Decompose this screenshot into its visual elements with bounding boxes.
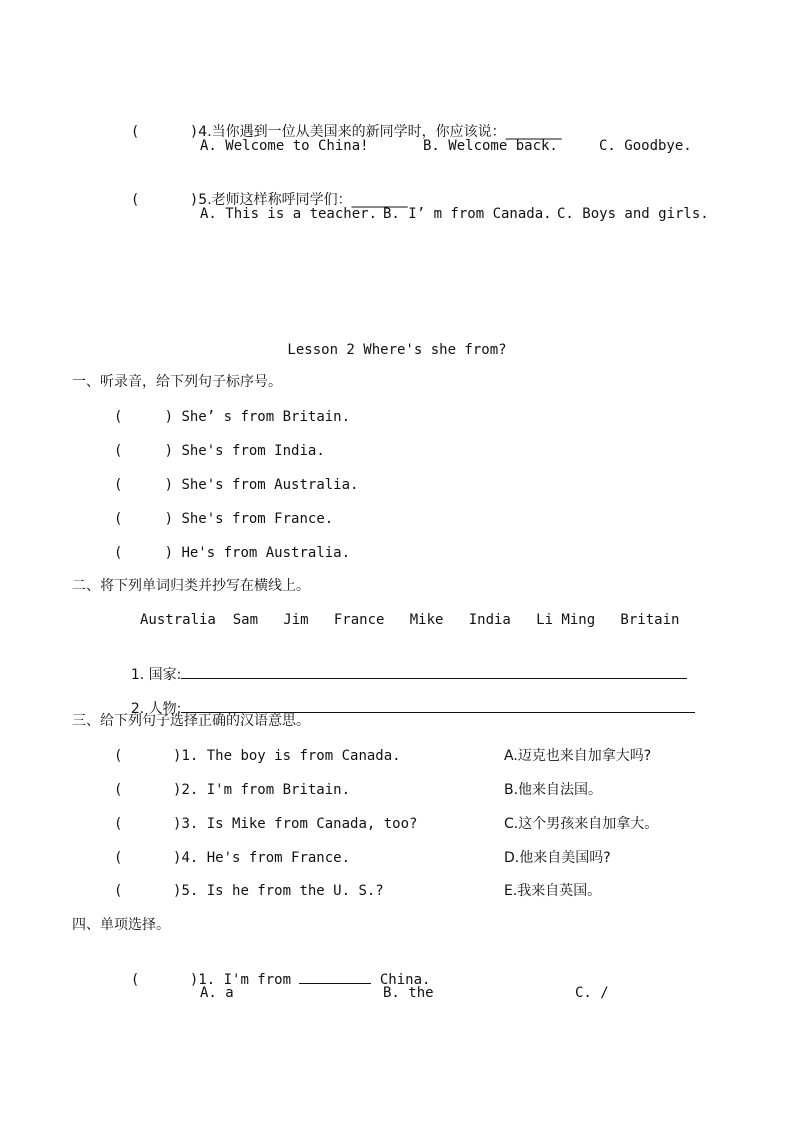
translation-option: A.迈克也来自加拿大吗? xyxy=(504,748,652,764)
answer-paren: ( ) xyxy=(130,124,199,140)
section1-heading: 一、听录音，给下列句子标序号。 xyxy=(72,374,282,390)
translation-option: C.这个男孩来自加拿大。 xyxy=(504,816,659,832)
table-row: ( )2. I'm from Britain. xyxy=(114,782,351,798)
question-prompt: 4.当你遇到一位从美国来的新同学时，你应该说：________ xyxy=(198,124,562,140)
list-item: ( ) He's from Australia. xyxy=(114,545,351,561)
table-row: ( )1. The boy is from Canada. xyxy=(114,748,401,764)
section3-heading: 三、给下列句子选择正确的汉语意思。 xyxy=(72,713,310,729)
answer-paren: ( ) xyxy=(130,192,199,208)
translation-option: E.我来自英国。 xyxy=(504,883,602,899)
section2-heading: 二、将下列单词归类并抄写在横线上。 xyxy=(72,578,310,594)
mcq-option-a: A. a xyxy=(200,985,234,1001)
mcq-option-b: B. the xyxy=(383,985,434,1001)
mcq-question: ( )1. I'm from China. xyxy=(114,949,430,990)
table-row: ( )3. Is Mike from Canada, too? xyxy=(114,816,418,832)
question-prompt: 5.老师这样称呼同学们：________ xyxy=(198,192,408,208)
table-row: ( )4. He's from France. xyxy=(114,850,351,866)
fill-line-label: 1. 国家: xyxy=(130,667,182,683)
list-item: ( ) She’ s from Britain. xyxy=(114,409,351,425)
translation-option: B.他来自法国。 xyxy=(504,782,603,798)
section4-heading: 四、单项选择。 xyxy=(72,917,170,933)
question-5-option-c: C. Boys and girls. xyxy=(557,206,709,222)
word-bank: Australia Sam Jim France Mike India Li Ming Britain xyxy=(140,612,680,628)
mcq-option-c: C. / xyxy=(575,985,609,1001)
question-4-option-b: B. Welcome back. xyxy=(423,138,558,154)
translation-option: D.他来自美国吗? xyxy=(504,850,611,866)
answer-blank[interactable] xyxy=(181,664,687,679)
fill-line-label: 2. 人物: xyxy=(130,701,182,717)
question-5-option-a: A. This is a teacher. xyxy=(200,206,378,222)
question-4-option-c: C. Goodbye. xyxy=(599,138,692,154)
list-item: ( ) She's from India. xyxy=(114,443,325,459)
list-item: ( ) She's from Australia. xyxy=(114,477,359,493)
list-item: ( ) She's from France. xyxy=(114,511,334,527)
lesson-title: Lesson 2 Where's she from? xyxy=(287,342,507,358)
answer-blank[interactable] xyxy=(299,969,371,984)
table-row: ( )5. Is he from the U. S.? xyxy=(114,883,384,899)
question-4-option-a: A. Welcome to China! xyxy=(200,138,369,154)
question-5-option-b: B. I’ m from Canada. xyxy=(383,206,552,222)
